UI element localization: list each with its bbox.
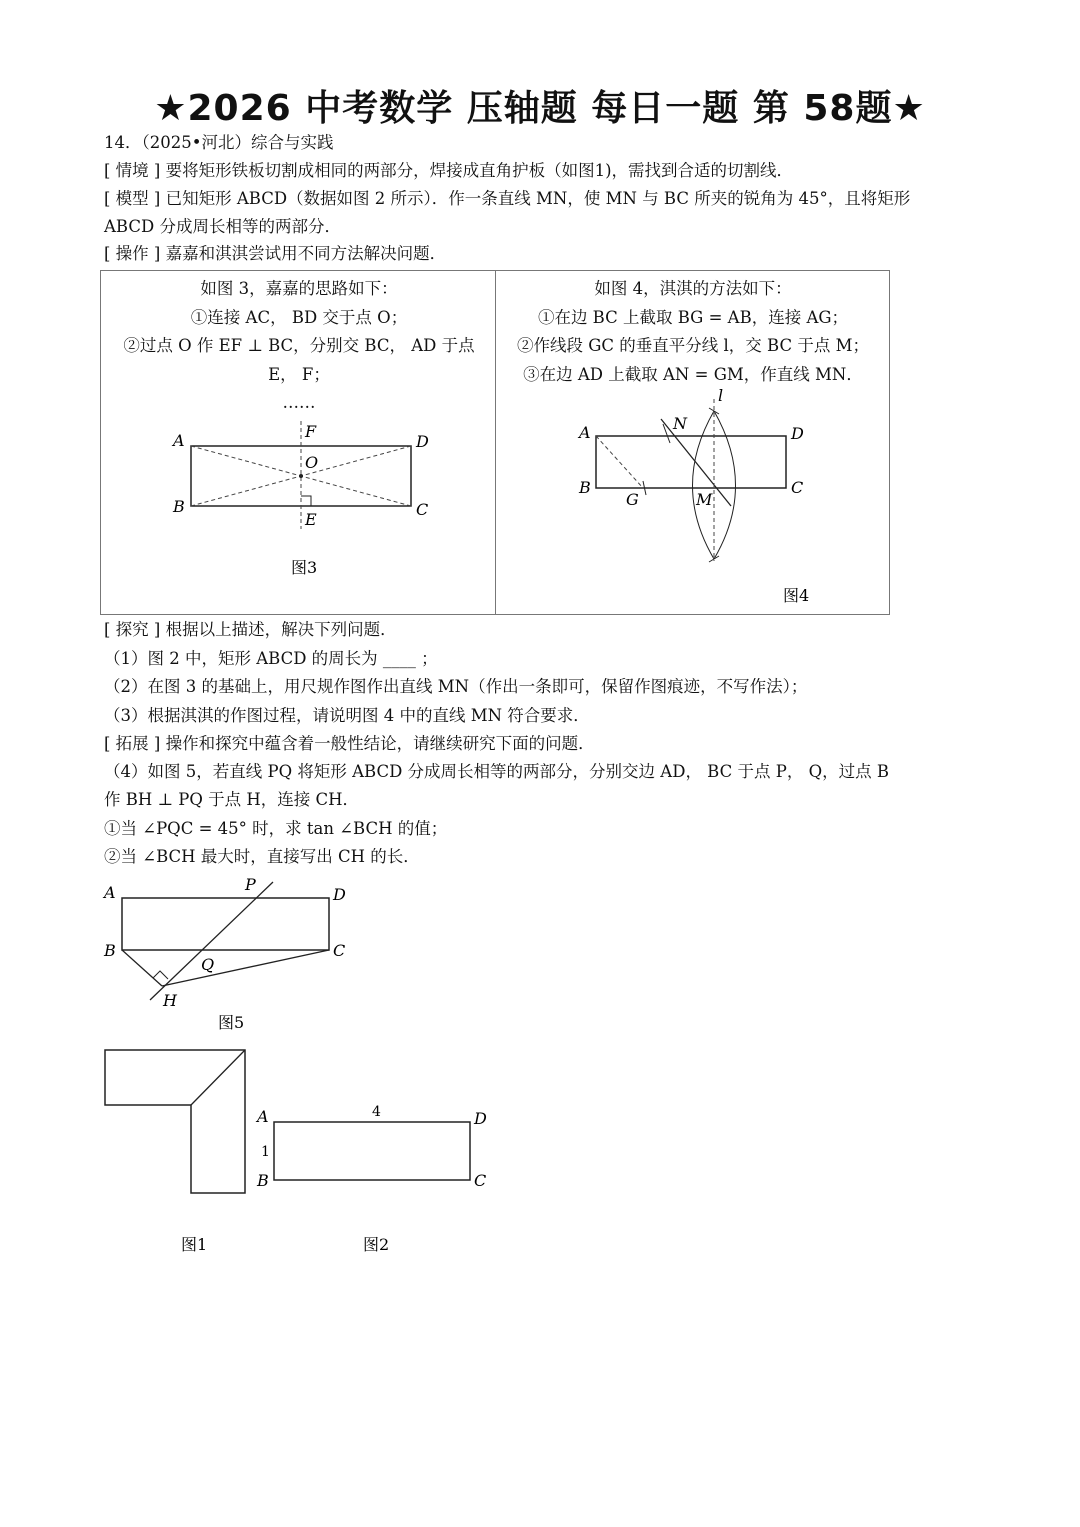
fig4-arc-left bbox=[693, 411, 715, 559]
fig5-label-c: C bbox=[333, 941, 346, 960]
qiqi-line-3: ②作线段 GC 的垂直平分线 l，交 BC 于点 M； bbox=[516, 336, 869, 355]
question-4-line-2: 作 BH ⊥ PQ 于点 H，连接 CH． bbox=[104, 790, 360, 809]
question-4-line-1: （4）如图 5，若直线 PQ 将矩形 ABCD 分成周长相等的两部分，分别交边 AD， BC 于点 P， Q，过点 B bbox=[104, 762, 889, 781]
fig3-label-a: A bbox=[173, 431, 185, 450]
fig5-label-q: Q bbox=[201, 955, 215, 974]
qiqi-method bbox=[499, 275, 887, 389]
fig4-label-n: N bbox=[673, 414, 687, 433]
question-1: （1）图 2 中，矩形 ABCD 的周长为 ____ ； bbox=[104, 649, 438, 668]
problem-context: [ 情境 ] 要将矩形铁板切割成相同的两部分，焊接成直角护板（如图1)，需找到合适的切割线． bbox=[104, 161, 794, 180]
problem-intro: 14．（2025•河北）综合与实践 bbox=[104, 133, 334, 152]
qiqi-line-1: 如图 4，淇淇的方法如下： bbox=[594, 279, 792, 298]
fig4-rectangle bbox=[596, 436, 786, 488]
fig5-label-a: A bbox=[104, 883, 116, 902]
fig1-weld-seam bbox=[191, 1050, 245, 1105]
fig3-label-e: E bbox=[305, 510, 317, 529]
jiajia-line-4: E， F； bbox=[268, 364, 330, 384]
fig5-label-h: H bbox=[163, 991, 177, 1010]
problem-model-line-1: [ 模型 ] 已知矩形 ABCD（数据如图 2 所示）．作一条直线 MN，使 MN 与 BC 所夹的锐角为 45°，且将矩形 bbox=[104, 189, 911, 208]
fig1-caption: 图1 bbox=[181, 1235, 208, 1254]
extend-heading: [ 拓展 ] 操作和探究中蕴含着一般性结论，请继续研究下面的问题． bbox=[104, 734, 595, 753]
fig2-height-label: 1 bbox=[261, 1144, 270, 1160]
fig3-caption: 图3 bbox=[291, 558, 318, 577]
fig5-line-pq bbox=[150, 882, 273, 1000]
fig4-label-a: A bbox=[579, 423, 591, 442]
problem-model-line-2: ABCD 分成周长相等的两部分． bbox=[104, 217, 341, 236]
box-divider bbox=[495, 271, 496, 614]
fig5-label-d: D bbox=[333, 885, 346, 904]
fig2-label-b: B bbox=[257, 1171, 269, 1190]
figure-5 bbox=[95, 870, 365, 1040]
fig2-caption: 图2 bbox=[363, 1235, 390, 1254]
jiajia-line-5: …… bbox=[282, 393, 316, 412]
qiqi-line-2: ①在边 BC 上截取 BG = AB，连接 AG； bbox=[537, 307, 849, 327]
fig3-label-d: D bbox=[416, 432, 429, 451]
jiajia-line-3: ②过点 O 作 EF ⊥ BC，分别交 BC， AD 于点 bbox=[123, 336, 475, 355]
question-4-part-b: ②当 ∠BCH 最大时，直接写出 CH 的长． bbox=[104, 847, 420, 866]
question-4-part-a: ①当 ∠PQC = 45° 时，求 tan ∠BCH 的值； bbox=[104, 819, 448, 838]
fig3-label-c: C bbox=[416, 500, 429, 519]
explore-heading: [ 探究 ] 根据以上描述，解决下列问题． bbox=[104, 620, 397, 639]
fig5-label-b: B bbox=[104, 941, 116, 960]
question-3: （3）根据淇淇的作图过程，请说明图 4 中的直线 MN 符合要求． bbox=[104, 706, 590, 725]
fig2-rectangle bbox=[274, 1122, 470, 1180]
figure-4 bbox=[571, 381, 831, 611]
fig4-label-d: D bbox=[791, 424, 804, 443]
figure-1 bbox=[95, 1045, 255, 1260]
method-comparison-box bbox=[100, 270, 890, 615]
fig3-right-angle-mark bbox=[301, 496, 311, 506]
fig2-label-a: A bbox=[257, 1107, 269, 1126]
qiqi-line-4: ③在边 AD 上截取 AN = GM，作直线 MN． bbox=[523, 364, 863, 384]
figure-3 bbox=[161, 411, 461, 591]
fig5-rectangle bbox=[122, 898, 329, 950]
fig3-label-o: O bbox=[305, 453, 319, 472]
fig3-point-o bbox=[299, 474, 303, 478]
jiajia-line-1: 如图 3，嘉嘉的思路如下： bbox=[200, 279, 398, 298]
fig5-segment-bh bbox=[122, 950, 162, 986]
fig3-label-b: B bbox=[173, 497, 185, 516]
fig4-label-b: B bbox=[579, 478, 591, 497]
fig4-label-c: C bbox=[791, 478, 804, 497]
fig2-label-c: C bbox=[474, 1171, 487, 1190]
fig2-label-d: D bbox=[474, 1109, 487, 1128]
question-2: （2）在图 3 的基础上，用尺规作图作出直线 MN（作出一条即可，保留作图痕迹，不写作法）； bbox=[104, 677, 808, 696]
fig3-label-f: F bbox=[305, 422, 317, 441]
fig4-caption: 图4 bbox=[783, 586, 810, 605]
jiajia-line-2: ①连接 AC， BD 交于点 O； bbox=[190, 307, 408, 327]
figure-2 bbox=[250, 1100, 500, 1260]
fig5-segment-ch bbox=[162, 950, 329, 986]
fig5-label-p: P bbox=[245, 875, 256, 894]
page-title: ★2026 中考数学 压轴题 每日一题 第 58题★ bbox=[154, 88, 926, 129]
fig4-label-g: G bbox=[626, 490, 639, 509]
fig4-arc-right bbox=[714, 411, 736, 559]
fig4-label-l: l bbox=[718, 386, 724, 405]
fig5-caption: 图5 bbox=[218, 1013, 245, 1032]
jiajia-method bbox=[109, 275, 489, 418]
fig5-right-angle-mark bbox=[153, 971, 168, 979]
fig4-segment-ag bbox=[596, 436, 643, 488]
fig4-label-m: M bbox=[696, 490, 713, 509]
problem-operation: [ 操作 ] 嘉嘉和淇淇尝试用不同方法解决问题． bbox=[104, 244, 447, 263]
fig2-width-label: 4 bbox=[372, 1104, 381, 1120]
